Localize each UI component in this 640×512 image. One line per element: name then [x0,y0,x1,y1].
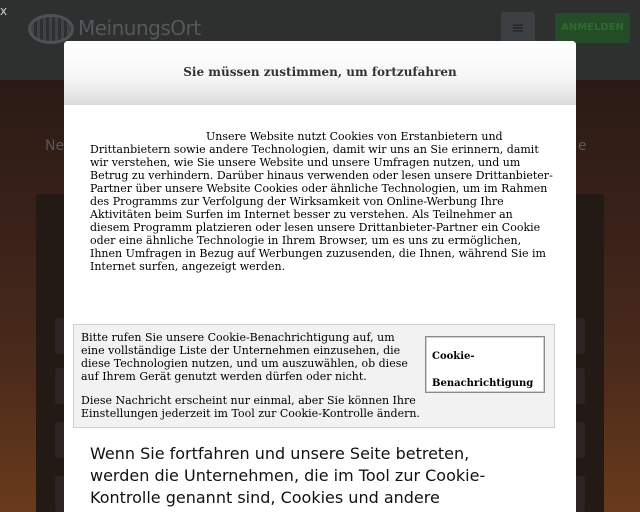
login-button[interactable]: ANMELDEN [555,13,630,43]
cookie-intro-text: Unsere Website nutzt Cookies von Erstanbietern und Drittanbietern sowie andere Technologien, damit wir uns an Sie erinnern, damit wir verstehen, wie Sie unsere Website und unsere Umfragen nutzen, und um Betrug zu verhindern. Darüber hinaus verwenden oder lesen unsere Drittanbieter-Partner über unsere Website Cookies oder ähnliche Technologien, um im Rahmen des Programms zur Verfolgung der Wirksamkeit von Online-Werbung Ihre Aktivitäten beim Surfen im Internet besser zu verstehen. Als Teilnehmer an diesem Programm platzieren oder lesen unsere Drittanbieter-Partner ein Cookie oder eine ähnliche Technologie in Ihrem Browser, um es uns zu ermöglichen, Ihnen Umfragen in Bezug auf Werbungen zuzusenden, die Ihnen, während Sie im Internet surfen, angezeigt werden. [90,130,553,273]
consent-modal [64,41,576,512]
cookie-notification-button[interactable]: Cookie-Benachrichtigung [425,336,545,393]
modal-header [64,41,576,105]
modal-title: Sie müssen zustimmen, um fortzufahren [183,65,457,79]
cookie-notice-box [73,324,555,428]
notice-text: Bitte rufen Sie unsere Cookie-Benachrichtigung auf, um eine vollständige Liste der Unternehmen einzusehen, die diese Technologien nutzen, und um auszuwählen, ob diese auf Ihrem Gerät genutzt werden dürfen oder nicht. [81,331,408,383]
continue-consent-text: Wenn Sie fortfahren und unsere Seite betreten, werden die Unternehmen, die im Tool zur Cookie-Kontrolle genannt sind, Cookies und andere [90,444,486,507]
hamburger-icon: ≡ [511,18,525,37]
menu-button[interactable] [501,12,535,44]
hero-text-fragment: Ne [45,138,65,154]
site-logo[interactable]: MeinungsOrt [78,16,201,40]
close-icon[interactable]: x [0,4,8,18]
hero-text-fragment: e [578,138,587,154]
notice-text: Diese Nachricht erscheint nur einmal, aber Sie können Ihre Einstellungen jederzeit im Tool zur Cookie-Kontrolle ändern. [81,394,420,420]
logo-icon [28,14,74,44]
